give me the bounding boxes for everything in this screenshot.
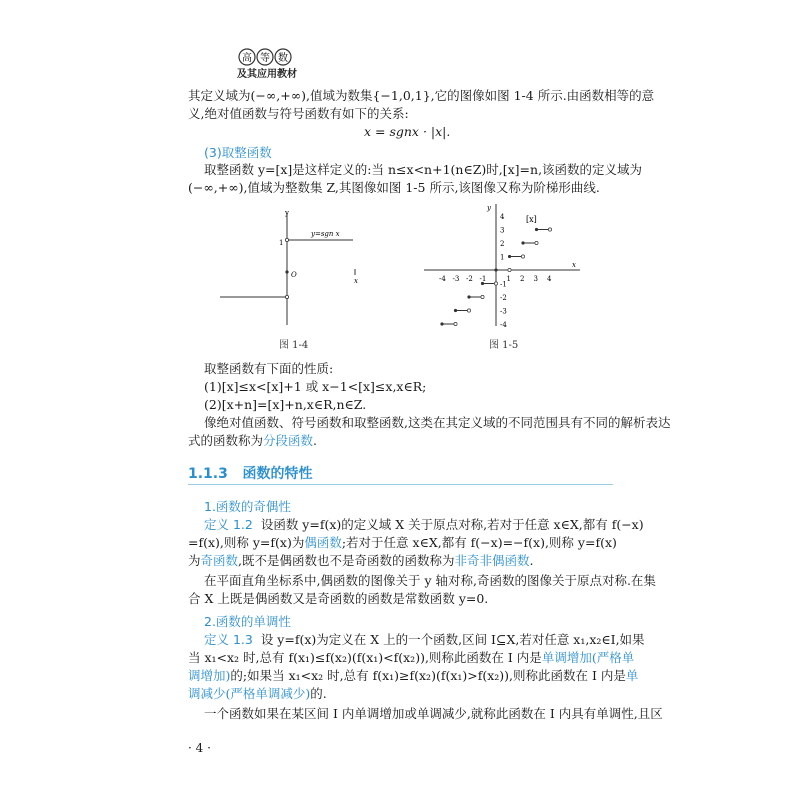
parity-para-line2: 合 X 上既是偶函数又是奇函数的函数是常数函数 y=0. <box>188 591 489 606</box>
term-increasing-b: 调增加) <box>188 668 231 683</box>
fig15-y-tick-label: -2 <box>500 294 507 302</box>
fig15-closed-dot <box>467 295 470 298</box>
term-piecewise-function: 分段函数 <box>263 433 314 448</box>
def13-line1 <box>204 632 645 648</box>
fig15-open-dot <box>508 268 511 271</box>
def12-label: 定义 1.2 <box>204 517 253 532</box>
fig15-open-dot <box>521 255 524 258</box>
fig14-y-label: y <box>285 209 289 217</box>
term-even-function: 偶函数 <box>304 535 342 550</box>
fig15-x-tick-label: 2 <box>520 275 525 283</box>
fig14-function-label: y=sgn x <box>311 230 340 238</box>
fig15-y-tick-label: 2 <box>500 240 505 248</box>
fig15-y-tick-label: -3 <box>500 307 507 316</box>
def12-line3-pre: 为 <box>188 553 201 568</box>
formula-sgn-abs: x = sgnx · |x|. <box>364 124 451 139</box>
fig15-y-tick-label: -1 <box>500 280 507 289</box>
def12-line1-text: 设函数 y=f(x)的定义域 X 关于原点对称,若对于任意 x∈X,都有 f(−x) <box>260 517 644 532</box>
para1-line2: 义,绝对值函数与符号函数有如下的关系: <box>188 106 409 121</box>
fig15-x-tick-label: 3 <box>533 275 538 283</box>
fig15-y-label: y <box>487 204 491 212</box>
fig15-y-tick-label: -4 <box>500 321 507 329</box>
fig15-x-tick-label: -4 <box>439 275 446 283</box>
figure-1-5-caption: 图 1-5 <box>489 340 519 351</box>
def12-line3-post: . <box>529 553 534 568</box>
def13-line1-text: 设 y=f(x)为定义在 X 上的一个函数,区间 I⊆X,若对任意 x₁,x₂∈I,如果 <box>260 632 645 647</box>
fig14-open-dot-upper <box>285 238 288 241</box>
fig15-open-dot <box>548 228 551 231</box>
def12-line2-post: ;若对于任意 x∈X,都有 f(−x)=−f(x),则称 y=f(x) <box>341 535 617 550</box>
figure-1-5-floor-graph <box>420 200 585 330</box>
para4-line2-post: . <box>313 433 318 448</box>
header-subtitle: 及其应用教材 <box>237 69 297 80</box>
def12-line1 <box>204 517 644 533</box>
def13-line3 <box>188 668 638 684</box>
fig14-open-dot-lower <box>285 295 288 298</box>
fig14-one-label: 1 <box>279 239 284 247</box>
fig15-y-tick-label: 3 <box>500 226 505 235</box>
fig14-origin-label: O <box>291 271 297 279</box>
fig15-open-dot <box>481 295 484 298</box>
def13-line4 <box>188 686 327 702</box>
para1-line1: 其定义域为(−∞,+∞),值域为数集{−1,0,1},它的图像如图 1-4 所示.由函数相等的意 <box>188 88 655 103</box>
term-decreasing-a: 单 <box>625 668 639 683</box>
fig15-closed-dot <box>521 241 524 244</box>
fig15-closed-dot <box>508 255 511 258</box>
figure-1-4-caption: 图 1-4 <box>279 340 309 351</box>
section-heading <box>188 463 313 483</box>
figure-1-4-sgn-graph <box>215 205 365 330</box>
fig15-closed-dot <box>440 322 443 325</box>
fig15-open-dot <box>467 309 470 312</box>
fig15-plot <box>424 204 580 329</box>
subsection-floor-function: (3)取整函数 <box>204 145 272 160</box>
para4-line2 <box>188 433 317 449</box>
section-rule <box>188 484 613 485</box>
fig15-x-label: x <box>572 261 576 269</box>
def13-line4-post: 的. <box>310 686 327 701</box>
section-title: 函数的特性 <box>242 466 313 482</box>
term-odd-function: 奇函数 <box>200 553 239 568</box>
fig15-closed-dot <box>494 268 497 271</box>
fig15-closed-dot <box>454 309 457 312</box>
logo-char-2: 等 <box>260 53 270 64</box>
logo-char-1: 高 <box>242 53 252 64</box>
property-2: (2)[x+n]=[x]+n,x∈R,n∈Z. <box>204 397 367 412</box>
fig15-closed-dot <box>535 228 538 231</box>
def13-line3-post: 的;如果当 x₁<x₂ 时,总有 f(x₁)≥f(x₂)(f(x₁)>f(x₂)),则称此函数在 I 内是 <box>230 668 626 683</box>
fig15-y-tick-label: 1 <box>500 253 505 262</box>
def13-label: 定义 1.3 <box>204 632 253 647</box>
def13-line2 <box>188 650 634 666</box>
logo-char-3: 数 <box>278 53 288 64</box>
parity-para-line1: 在平面直角坐标系中,偶函数的图像关于 y 轴对称,奇函数的图像关于原点对称.在集 <box>204 573 656 588</box>
fig15-x-tick-label: -1 <box>479 275 487 283</box>
fig15-open-dot <box>454 322 457 325</box>
def13-line2-pre: 当 x₁<x₂ 时,总有 f(x₁)≤f(x₂)(f(x₁)<f(x₂)),则称此函数在 I 内是 <box>188 650 542 665</box>
para2-line2: (−∞,+∞),值域为整数集 Z,其图像如图 1-5 所示,该图像又称为阶梯形曲线. <box>188 180 600 195</box>
fig15-open-dot <box>494 282 497 285</box>
fig15-y-tick-label: 4 <box>500 213 505 221</box>
section-number: 1.1.3 <box>188 466 228 482</box>
term-increasing-a: 单调增加(严格单 <box>541 650 635 665</box>
def12-line2 <box>188 535 617 551</box>
para4-line2-pre: 式的函数称为 <box>188 433 264 448</box>
term-decreasing-b: 调减少(严格单调减少) <box>188 686 311 701</box>
fig15-x-tick-label: -3 <box>452 275 460 283</box>
term-neither-function: 非奇非偶函数 <box>454 553 530 568</box>
para2-line1: 取整函数 y=[x]是这样定义的:当 n≤x<n+1(n∈Z)时,[x]=n,该函数的定义域为 <box>204 162 643 177</box>
page-number: · 4 · <box>188 741 211 755</box>
monotonic-para-line1: 一个函数如果在某区间 I 内单调增加或单调减少,就称此函数在 I 内具有单调性,且区 <box>204 706 663 721</box>
fig14-origin-dot <box>285 270 288 273</box>
fig15-x-tick-label: 4 <box>547 275 552 283</box>
property-1: (1)[x]≤x<[x]+1 或 x−1<[x]≤x,x∈R; <box>204 379 427 394</box>
fig15-open-dot <box>535 241 538 244</box>
def12-line2-pre: =f(x),则称 y=f(x)为 <box>188 535 305 550</box>
subsection-monotonicity: 2.函数的单调性 <box>204 614 291 629</box>
def12-line3 <box>188 553 534 569</box>
fig15-x-tick-label: -2 <box>466 275 473 283</box>
fig14-x-label: x <box>354 277 358 285</box>
subsection-parity: 1.函数的奇偶性 <box>204 499 291 514</box>
para4-line1: 像绝对值函数、符号函数和取整函数,这类在其定义域的不同范围具有不同的解析表达 <box>204 415 671 430</box>
fig15-x-tick-label: 1 <box>506 275 511 283</box>
fig15-function-label: [x] <box>526 215 537 224</box>
def12-line3-mid: ,既不是偶函数也不是奇函数的函数称为 <box>238 553 455 568</box>
para3-intro: 取整函数有下面的性质: <box>204 361 334 376</box>
